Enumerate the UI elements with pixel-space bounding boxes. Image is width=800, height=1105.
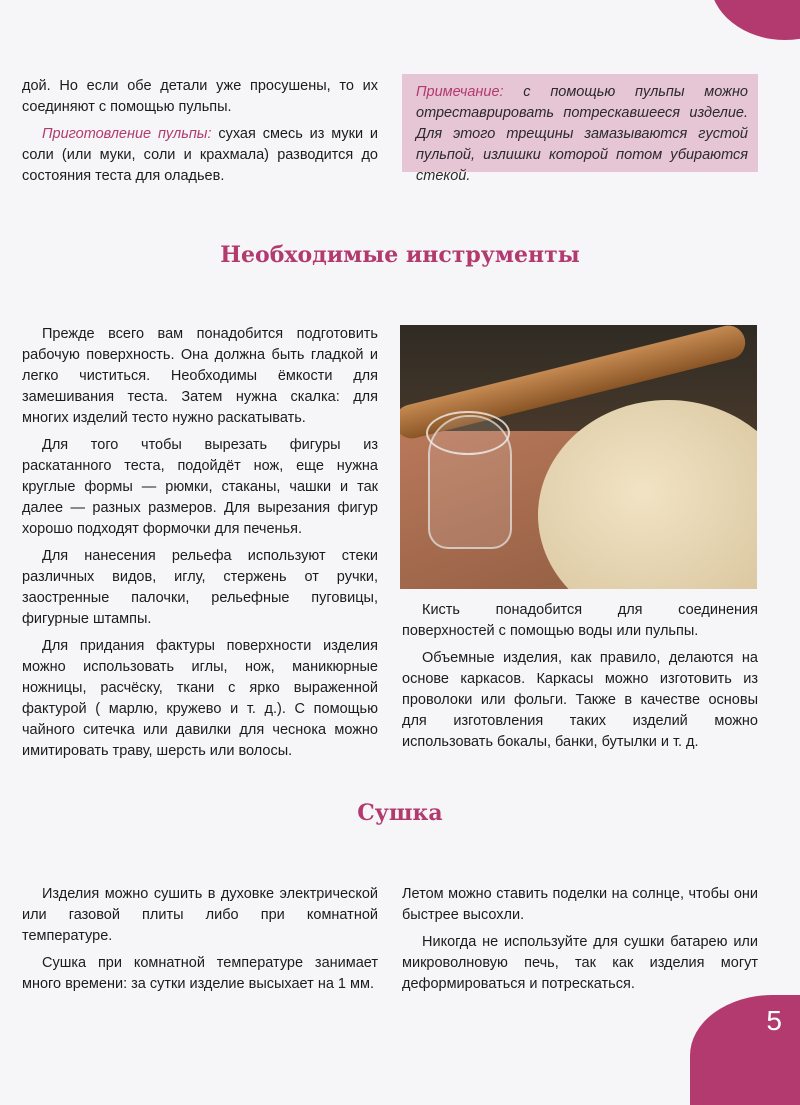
corner-decoration-top — [710, 0, 800, 40]
paragraph: дой. Но если обе детали уже просушены, то их соединяют с помощью пульпы. — [22, 78, 378, 115]
paragraph: Для нанесения рельефа используют стеки различных видов, иглу, стержень от ручки, заостренные палочки, рельефные пуговицы, фигурные штампы. — [22, 548, 378, 627]
tools-right-column — [402, 600, 758, 759]
paragraph: Кисть понадобится для соединения поверхностей с помощью воды или пульпы. — [402, 602, 758, 639]
pulp-label: Приготовление пульпы: — [42, 126, 212, 142]
section-title-tools: Необходимые инструменты — [220, 242, 580, 268]
corner-decoration-bottom — [690, 995, 800, 1105]
paragraph: Летом можно ставить поделки на солнце, чтобы они быстрее высохли. — [402, 886, 758, 923]
paragraph: Сушка при комнатной температуре занимает много времени: за сутки изделие высыхает на 1 мм. — [22, 955, 378, 992]
left-top-text — [22, 76, 378, 193]
section-title-drying: Сушка — [357, 800, 443, 826]
page-number: 5 — [766, 1005, 782, 1036]
note-box — [402, 74, 758, 184]
tools-left-column — [22, 324, 378, 768]
paragraph: Для придания фактуры поверхности изделия можно использовать иглы, нож, маникюрные ножницы, расчёску, ткани с ярко выраженной фактурой ( марлю, кружево и т. д.). С помощью чайного ситечка или давилки для чеснока можно имитировать траву, шерсть или волосы. — [22, 638, 378, 759]
paragraph: Прежде всего вам понадобится подготовить рабочую поверхность. Она должна быть гладкой и легко чиститься. Необходимы ёмкости для замешивания теста. Затем нужна скалка: для многих изделий тесто нужно раскатывать. — [22, 326, 378, 426]
note-text: с помощью пульпы можно отреставрировать потрескавшееся изделие. Для этого трещины замазываются густой пульпой, излишки которой потом убираются стекой. — [416, 84, 748, 184]
paragraph: Изделия можно сушить в духовке электрической или газовой плиты либо при комнатной температуре. — [22, 886, 378, 944]
rolling-pin-dough-photo — [400, 325, 757, 589]
paragraph: Приготовление пульпы: сухая смесь из муки и соли (или муки, соли и крахмала) разводится до состояния теста для оладьев. — [22, 126, 378, 184]
paragraph: Объемные изделия, как правило, делаются на основе каркасов. Каркасы можно изготовить из проволоки или фольги. Также в качестве основы для изготовления таких изделий можно использовать бокалы, банки, бутылки и т. д. — [402, 650, 758, 750]
paragraph: Никогда не используйте для сушки батарею или микроволновую печь, так как изделия могут деформироваться и потрескаться. — [402, 934, 758, 992]
paragraph: Для того чтобы вырезать фигуры из раскатанного теста, подойдёт нож, еще нужна круглые формы — рюмки, стаканы, чашки и так далее — разных размеров. Для вырезания фигур хорошо подходят формочки для печенья. — [22, 437, 378, 537]
drying-left-column — [22, 884, 378, 1001]
note-label: Примечание: — [416, 84, 504, 100]
drying-right-column — [402, 884, 758, 1001]
